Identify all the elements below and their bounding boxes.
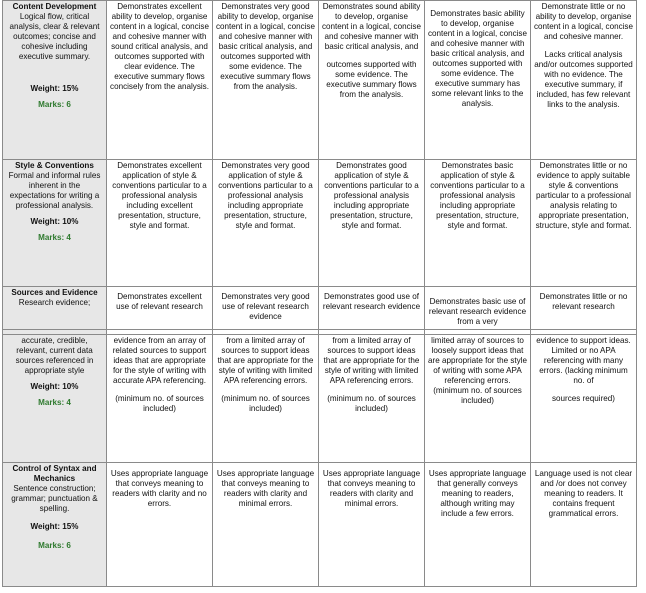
criterion-description: accurate, credible, relevant, current data sources referenced in appropriate style — [15, 336, 94, 375]
criterion-title: Style & Conventions — [15, 161, 94, 170]
cell-text: Demonstrates good application of style & conventions particular to a professional analysis including appropriate presentation, structure, style and format. — [324, 161, 419, 230]
rubric-cell-level-2 — [213, 335, 319, 463]
cell-text: Demonstrates excellent use of relevant research — [116, 292, 203, 311]
criterion-marks: Marks: 6 — [38, 100, 71, 109]
criterion-weight: Weight: 15% — [30, 522, 79, 531]
cell-text: Demonstrates basic use of relevant research evidence from a very — [428, 297, 527, 326]
cell-text: Uses appropriate language that conveys meaning to readers with clarity and minimal errors. — [216, 469, 315, 508]
rubric-cell-level-2 — [213, 287, 319, 330]
criterion-title: Content Development — [12, 2, 97, 11]
cell-text: from a limited array of sources to support ideas that are appropriate for the style of writing with limited APA referencing errors. — [323, 336, 420, 385]
cell-text: Demonstrates little or no relevant research — [539, 292, 628, 311]
rubric-cell-level-3 — [319, 463, 425, 587]
rubric-cell-level-1 — [107, 1, 213, 160]
rubric-cell-level-4 — [425, 287, 531, 330]
rubric-cell-level-2 — [213, 463, 319, 587]
criterion-cell — [3, 335, 107, 463]
rubric-cell-level-5 — [531, 160, 637, 287]
cell-text: sources required) — [552, 394, 615, 403]
cell-text: Uses appropriate language that conveys meaning to readers with clarity and no errors. — [110, 469, 209, 508]
cell-text: limited array of sources to loosely support ideas that are appropriate for the style of writing with some APA referencing errors. (minimum no. of sources included) — [428, 336, 527, 405]
criterion-cell — [3, 1, 107, 160]
criterion-description: Logical flow, critical analysis, clear & relevant outcomes; concise and cohesive including executive summary. — [9, 12, 100, 61]
criterion-title: Control of Syntax and Mechanics — [12, 464, 97, 483]
criterion-cell — [3, 463, 107, 587]
cell-text: outcomes supported with some evidence. The executive summary flows from the analysis. — [326, 60, 417, 99]
rubric-cell-level-4 — [425, 335, 531, 463]
rubric-cell-level-1 — [107, 160, 213, 287]
cell-text: Demonstrates good use of relevant research evidence — [322, 292, 421, 311]
rubric-row-content-development — [3, 1, 637, 160]
rubric-cell-level-5 — [531, 287, 637, 330]
cell-text: Demonstrates excellent ability to develop, organise content in a logical, concise and cohesive manner with sound critical analysis, and outcomes supported with clear evidence. The executive summary flows concisely from the analysis. — [110, 2, 209, 91]
criterion-cell — [3, 160, 107, 287]
cell-text: from a limited array of sources to support ideas that are appropriate for the style of writing with limited APA referencing errors. — [217, 336, 314, 385]
cell-text: Uses appropriate language that conveys meaning to readers with clarity and minimal errors. — [322, 469, 421, 508]
cell-text: Demonstrates little or no evidence to apply suitable style & conventions particular to a professional analysis relating to appropriate presentation, structure, style and format. — [535, 161, 632, 230]
rubric-cell-level-4 — [425, 160, 531, 287]
cell-text: Demonstrates very good ability to develop, organise content in a logical, concise and cohesive manner with basic critical analysis, and outcomes supported with some evidence. The executive summary flows from the analysis. — [216, 2, 315, 91]
criterion-weight: Weight: 10% — [30, 217, 79, 226]
cell-text: Demonstrate little or no ability to develop, organise content in a logical, concise and cohesive manner. — [534, 2, 633, 41]
cell-text: Language used is not clear and /or does not convey meaning to readers. It contains frequent grammatical errors. — [534, 469, 633, 518]
criterion-weight: Weight: 10% — [30, 382, 79, 391]
cell-text: evidence from an array of related sources to support ideas that are appropriate for the style of writing with accurate APA referencing. — [112, 336, 207, 385]
marking-rubric-table — [2, 0, 637, 587]
cell-text: (minimum no. of sources included) — [221, 394, 310, 413]
rubric-cell-level-1 — [107, 335, 213, 463]
rubric-cell-level-5 — [531, 1, 637, 160]
cell-text: Demonstrates very good application of style & conventions particular to a professional analysis including appropriate presentation, structure, style and format. — [218, 161, 313, 230]
criterion-description: Sentence construction; grammar; punctuation & spelling. — [11, 484, 98, 513]
rubric-cell-level-2 — [213, 1, 319, 160]
cell-text: Uses appropriate language that generally conveys meaning to readers, although writing may include a few errors. — [428, 469, 527, 518]
criterion-title: Sources and Evidence — [11, 288, 98, 297]
cell-text: Demonstrates excellent application of style & conventions particular to a professional analysis including excellent presentation, structure, style and format. — [112, 161, 207, 230]
cell-text: (minimum no. of sources included) — [327, 394, 416, 413]
criterion-marks: Marks: 4 — [38, 233, 71, 242]
criterion-weight: Weight: 15% — [30, 84, 79, 93]
cell-text: Demonstrates basic application of style & conventions particular to a professional analysis including appropriate presentation, structure, style and format. — [430, 161, 525, 230]
cell-text: Lacks critical analysis and/or outcomes supported with no evidence. The executive summary, if included, has few relevant links to the analysis. — [534, 50, 633, 109]
rubric-cell-level-5 — [531, 335, 637, 463]
criterion-description: Formal and informal rules inherent in the expectations for writing a professional analysis. — [8, 171, 101, 210]
cell-text: Demonstrates basic ability to develop, organise content in a logical, concise and cohesive manner with basic critical analysis, and outcomes supported with some evidence. The executive summary has some relevant links to the analysis. — [428, 9, 527, 108]
rubric-cell-level-2 — [213, 160, 319, 287]
rubric-cell-level-4 — [425, 463, 531, 587]
rubric-cell-level-3 — [319, 160, 425, 287]
cell-text: evidence to support ideas. Limited or no APA referencing with many errors. (lacking minimum no. of — [536, 336, 631, 385]
criterion-description: Research evidence; — [18, 298, 91, 307]
cell-text: (minimum no. of sources included) — [115, 394, 204, 413]
cell-text: Demonstrates very good use of relevant research evidence — [221, 292, 310, 321]
criterion-marks: Marks: 4 — [38, 398, 71, 407]
rubric-cell-level-1 — [107, 287, 213, 330]
criterion-marks: Marks: 6 — [38, 541, 71, 550]
rubric-cell-level-5 — [531, 463, 637, 587]
cell-text: Demonstrates sound ability to develop, organise content in a logical, concise and cohesive manner with basic critical analysis, and — [322, 2, 421, 51]
rubric-cell-level-3 — [319, 1, 425, 160]
rubric-row-sources-evidence-top — [3, 287, 637, 330]
rubric-cell-level-4 — [425, 1, 531, 160]
rubric-row-syntax-mechanics — [3, 463, 637, 587]
criterion-cell — [3, 287, 107, 330]
rubric-cell-level-3 — [319, 287, 425, 330]
rubric-cell-level-3 — [319, 335, 425, 463]
rubric-cell-level-1 — [107, 463, 213, 587]
rubric-row-sources-evidence-bottom — [3, 335, 637, 463]
rubric-row-style-conventions — [3, 160, 637, 287]
